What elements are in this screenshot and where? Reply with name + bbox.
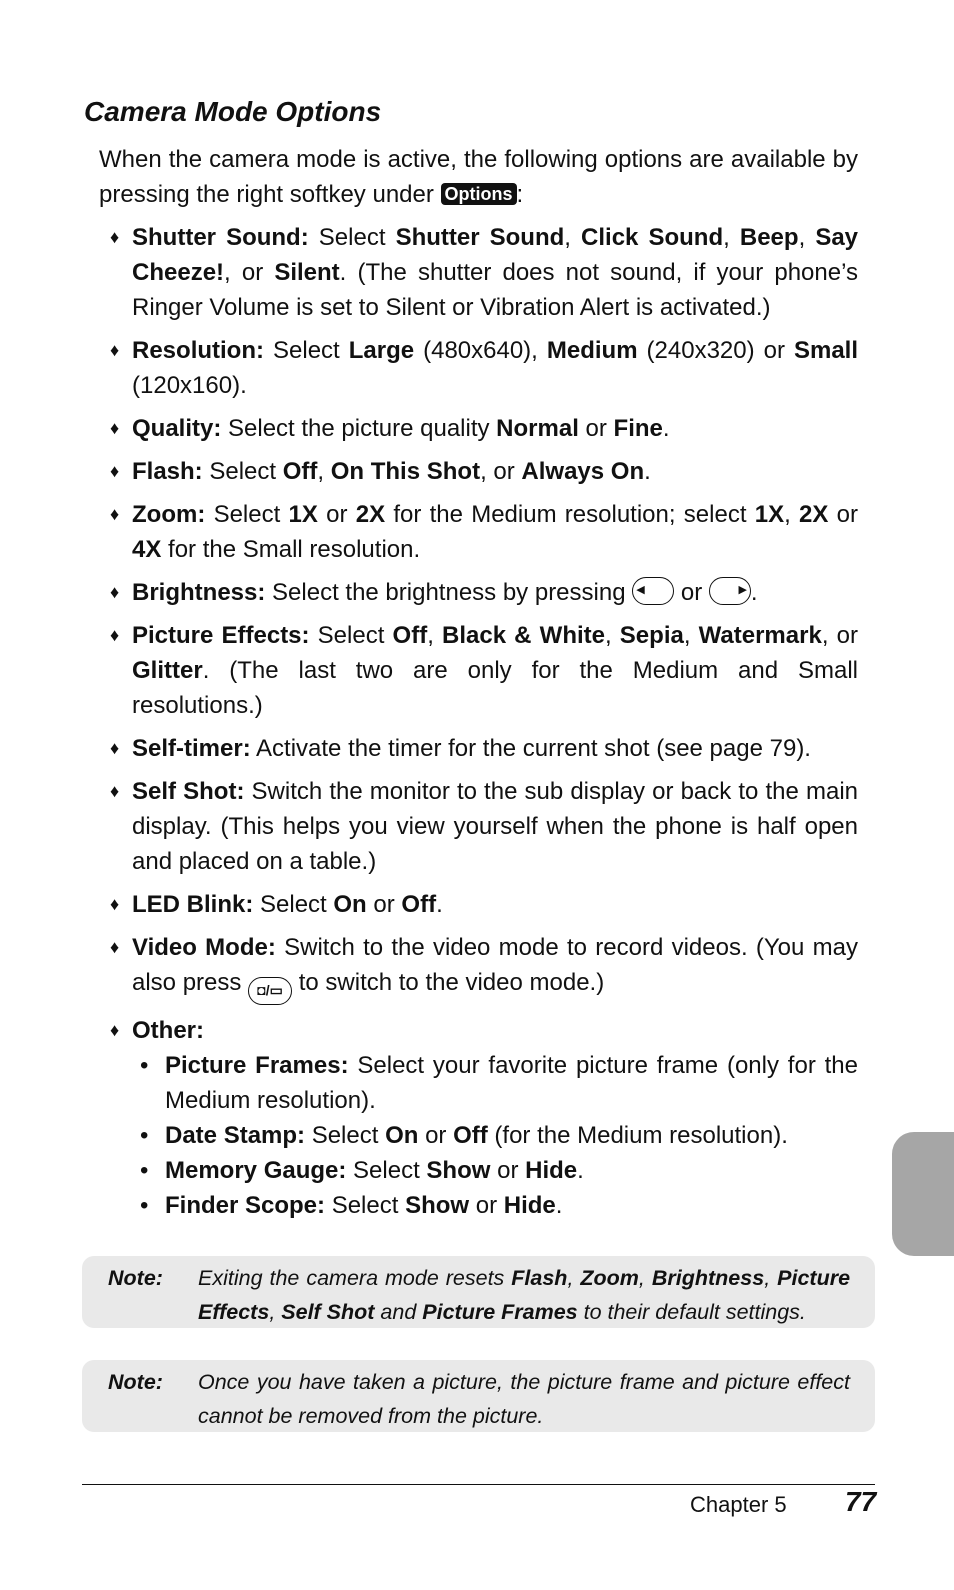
intro-text: When the camera mode is active, the following options are available by pressing the right softkey under bbox=[99, 146, 858, 208]
diamond-bullet-icon: ♦ bbox=[110, 227, 120, 247]
diamond-bullet-icon: ♦ bbox=[110, 504, 120, 524]
dot-bullet-icon: • bbox=[140, 1157, 149, 1184]
option-label: Shutter Sound: bbox=[132, 224, 309, 251]
sub-option-finder-scope: • Finder Scope: Select Show or Hide. bbox=[140, 1188, 858, 1223]
section-title: Camera Mode Options bbox=[84, 96, 382, 127]
diamond-bullet-icon: ♦ bbox=[110, 781, 120, 801]
intro-paragraph bbox=[99, 142, 858, 212]
diamond-bullet-icon: ♦ bbox=[110, 1020, 120, 1040]
option-label: Brightness: bbox=[132, 579, 266, 606]
right-navigation-key-icon: ▶ bbox=[709, 577, 751, 605]
option-zoom: ♦ Zoom: Select 1X or 2X for the Medium resolution; select 1X, 2X or 4X for the Small resolution. bbox=[110, 497, 858, 567]
intro-suffix: : bbox=[516, 181, 524, 208]
option-self-shot: ♦ Self Shot: Switch the monitor to the sub display or back to the main display. (This helps you view yourself when the phone is half open and placed on a table.) bbox=[110, 774, 858, 879]
option-quality: ♦ Quality: Select the picture quality Normal or Fine. bbox=[110, 411, 858, 446]
note-text: Once you have taken a picture, the picture frame and picture effect cannot be removed from the picture. bbox=[198, 1370, 850, 1428]
option-label: Flash: bbox=[132, 458, 203, 485]
note-box-defaults bbox=[82, 1256, 875, 1328]
camera-video-mode-key-icon: ◘/▭ bbox=[248, 977, 292, 1005]
option-label: Picture Effects: bbox=[132, 622, 310, 649]
dot-bullet-icon: • bbox=[140, 1192, 149, 1219]
option-video-mode: ♦ Video Mode: Switch to the video mode to record videos. (You may also press ◘/▭ to switch to the video mode.) bbox=[110, 930, 858, 1005]
option-label: Other: bbox=[132, 1017, 204, 1044]
option-other bbox=[110, 1013, 858, 1223]
option-flash: ♦ Flash: Select Off, On This Shot, or Always On. bbox=[110, 454, 858, 489]
option-label: LED Blink: bbox=[132, 891, 254, 918]
option-led-blink: ♦ LED Blink: Select On or Off. bbox=[110, 887, 858, 922]
option-brightness: ♦ Brightness: Select the brightness by pressing ◀ or ▶ . bbox=[110, 575, 858, 610]
chapter-side-tab bbox=[892, 1132, 954, 1256]
diamond-bullet-icon: ♦ bbox=[110, 937, 120, 957]
sub-option-memory-gauge: • Memory Gauge: Select Show or Hide. bbox=[140, 1153, 858, 1188]
option-label: Self Shot: bbox=[132, 778, 245, 805]
other-sublist bbox=[132, 1048, 858, 1223]
diamond-bullet-icon: ♦ bbox=[110, 582, 120, 602]
note-text: Exiting the camera mode resets Flash, Zoom, Brightness, Picture Effects, Self Shot and Picture Frames to their default settings. bbox=[198, 1266, 851, 1324]
option-label: Quality: bbox=[132, 415, 222, 442]
diamond-bullet-icon: ♦ bbox=[110, 340, 120, 360]
options-softkey-badge: Options bbox=[441, 183, 517, 205]
diamond-bullet-icon: ♦ bbox=[110, 738, 120, 758]
diamond-bullet-icon: ♦ bbox=[110, 625, 120, 645]
option-label: Self-timer: bbox=[132, 735, 251, 762]
option-resolution: ♦ Resolution: Select Large (480x640), Medium (240x320) or Small (120x160). bbox=[110, 333, 858, 403]
option-self-timer: ♦ Self-timer: Activate the timer for the current shot (see page 79). bbox=[110, 731, 858, 766]
option-label: Video Mode: bbox=[132, 934, 276, 961]
option-label: Resolution: bbox=[132, 337, 264, 364]
note-label: Note: bbox=[108, 1266, 163, 1290]
sub-option-date-stamp: • Date Stamp: Select On or Off (for the Medium resolution). bbox=[140, 1118, 858, 1153]
footer-chapter-label: Chapter 5 bbox=[690, 1492, 787, 1517]
option-shutter-sound: ♦ Shutter Sound: Select Shutter Sound, Click Sound, Beep, Say Cheeze!, or Silent. (The shutter does not sound, if your phone’s Ringer Volume is set to Silent or Vibration Alert is activated.) bbox=[110, 220, 858, 325]
diamond-bullet-icon: ♦ bbox=[110, 418, 120, 438]
dot-bullet-icon: • bbox=[140, 1122, 149, 1149]
sub-option-picture-frames: • Picture Frames: Select your favorite picture frame (only for the Medium resolution). bbox=[140, 1048, 858, 1118]
footer-page-number: 77 bbox=[845, 1486, 877, 1517]
left-navigation-key-icon: ◀ bbox=[632, 577, 674, 605]
note-box-picture-frame bbox=[82, 1360, 875, 1432]
option-label: Zoom: bbox=[132, 501, 206, 528]
dot-bullet-icon: • bbox=[140, 1052, 149, 1079]
option-picture-effects: ♦ Picture Effects: Select Off, Black & White, Sepia, Watermark, or Glitter. (The last two are only for the Medium and Small resolutions.) bbox=[110, 618, 858, 723]
diamond-bullet-icon: ♦ bbox=[110, 461, 120, 481]
diamond-bullet-icon: ♦ bbox=[110, 894, 120, 914]
footer-divider bbox=[82, 1484, 875, 1485]
note-label: Note: bbox=[108, 1370, 163, 1394]
options-list bbox=[110, 220, 858, 1231]
